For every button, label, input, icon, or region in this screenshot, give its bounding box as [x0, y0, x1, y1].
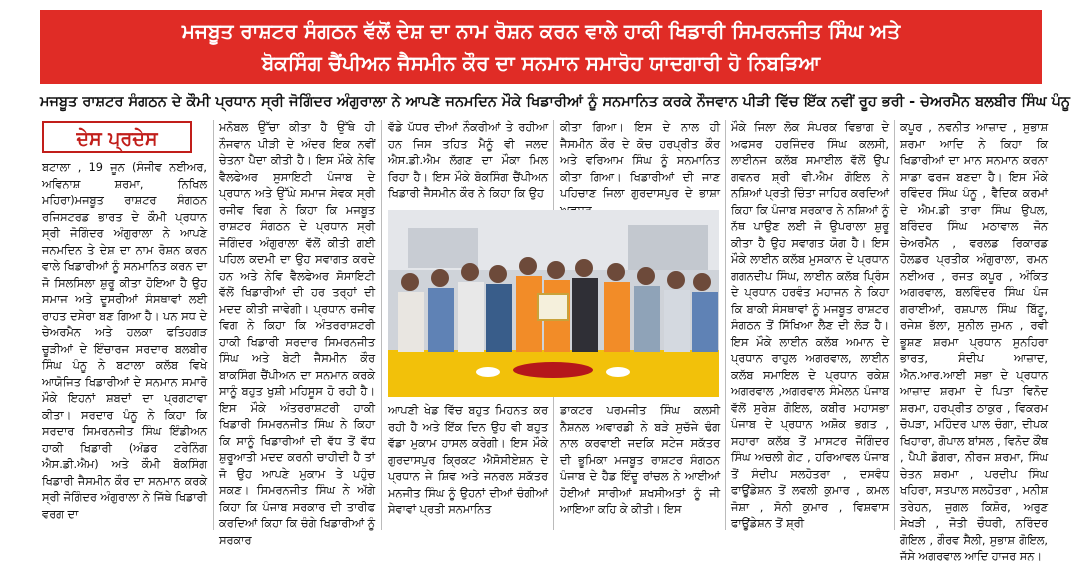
column-1-text: ਬਟਾਲਾ , 19 ਜੂਨ (ਸੰਜੀਵ ਨਈਅਰ, ਅਵਿਨਾਸ਼ ਸ਼ਰਮਾ, ਨਿਖਿਲ ਮਹਿਰਾ)ਮਜਬੂਤ ਰਾਸ਼ਟਰ ਸੰਗਠਨ ਰਜਿਸਟਰਡ ਭਾਰਤ ਦੇ ਕੌਮੀ ਪ੍ਰਧਾਨ ਸ੍ਰੀ ਜੋਗਿੰਦਰ ਅੰਗੁਰਾਲਾ ਨੇ ਆਪਣੇ ਜਨਮਦਿਨ ਤੇ ਦੇਸ਼ ਦਾ ਨਾਮ ਰੋਸ਼ਨ ਕਰਨ ਵਾਲੇ ਖਿਡਾਰੀਆਂ ਨੂੰ ਸਨਮਾਨਿਤ ਕਰਨ ਦਾ ਜੋ ਸਿਲਸਿਲਾ ਸ਼ੁਰੂ ਕੀਤਾ ਹੋਇਆ ਹੈ ਉਹ ਸਮਾਜ ਅਤੇ ਦੂਸਰੀਆਂ ਸੰਸਥਾਵਾਂ ਲਈ ਰਾਹਤ ਦਸੇਰਾ ਬਣ ਗਿਆ ਹੈ। ਪਨ ਸਧ ਦੇ ਚੇਅਰਮੈਨ ਅਤੇ ਹਲਕਾ ਫਤਿਹਗੜ ਚੂੜੀਆਂ ਦੇ ਇੰਚਾਰਜ ਸਰਦਾਰ ਬਲਬੀਰ ਸਿੰਘ ਪੰਨੂ ਨੇ ਬਟਾਲਾ ਕਲੱਬ ਵਿਖੇ ਆਯੋਜਿਤ ਖਿਡਾਰੀਆਂ ਦੇ ਸਨਮਾਨ ਸਮਾਰੋ ਮੌਕੇ ਇਹਨਾਂ ਸ਼ਬਦਾਂ ਦਾ ਪ੍ਰਗਟਾਵਾ ਕੀਤਾ। ਸਰਦਾਰ ਪੰਨੂ ਨੇ ਕਿਹਾ ਕਿ ਸਰਦਾਰ ਸਿਮਰਨਜੀਤ ਸਿੰਘ ਇੰਡੀਅਨ ਹਾਕੀ ਖਿਡਾਰੀ (ਅੰਡਰ ਟਰੇਨਿੰਗ ਐਸ.ਡੀ.ਐਮ) ਅਤੇ ਕੌਮੀ ਬੋਕਸਿੰਗ ਖਿਡਾਰੀ ਜੈਸਮੀਨ ਕੌਰ ਦਾ ਸਨਮਾਨ ਕਰਕੇ ਸ੍ਰੀ ਜੋਗਿੰਦਰ ਅੰਗੁਰਾਲਾ ਨੇ ਜਿੱਥੇ ਖਿਡਾਰੀ ਵਰਗ ਦਾ	[42, 161, 207, 521]
article-column-3-top	[388, 120, 548, 206]
column-4-top-text: ਕੀਤਾ ਗਿਆ। ਇਸ ਦੇ ਨਾਲ ਹੀ ਜੈਸਮੀਨ ਕੌਰ ਦੇ ਕੋਚ ਹਰਪ੍ਰੀਤ ਕੌਰ ਅਤੇ ਵਰਿਆਮ ਸਿੰਘ ਨੂੰ ਸਨਮਾਨਿਤ ਕੀਤਾ ਗਿਆ। ਖਿਡਾਰੀਆਂ ਦੀ ਜਾਣ ਪਹਿਚਾਣ ਜਿਲਾ ਗੁਰਦਾਸਪੁਰ ਦੇ ਭਾਸ਼ਾ	[560, 121, 720, 200]
column-divider	[894, 120, 895, 530]
publication-brand: ਦੇਸ ਪ੍ਰਦੇਸ	[42, 121, 192, 153]
group-photo-illustration	[388, 210, 719, 397]
headline-banner	[40, 10, 1042, 84]
column-2-text: ਮਨੋਬਲ ਉੱਚਾ ਕੀਤਾ ਹੈ ਉੱਥੇ ਹੀ ਨੌਜਵਾਨ ਪੀੜੀ ਦੇ ਅੰਦਰ ਇਕ ਨਵੀਂ ਚੇਤਨਾ ਪੈਦਾ ਕੀਤੀ ਹੈ। ਇਸ ਮੌਕੇ ਨੇਵਿ ਵੈਲਫੇਅਰ ਸੁਸਾਇਟੀ ਪੰਜਾਬ ਦੇ ਪ੍ਰਧਾਨ ਅਤੇ ਉੱਘੇ ਸਮਾਜ ਸੇਵਕ ਸ੍ਰੀ ਰਜੀਵ ਵਿਗ ਨੇ ਕਿਹਾ ਕਿ ਮਜਬੂਤ ਰਾਸ਼ਟਰ ਸੰਗਠਨ ਦੇ ਪ੍ਰਧਾਨ ਸ੍ਰੀ ਜੋਗਿੰਦਰ ਅੰਗੁਰਾਲਾ ਵੱਲੋਂ ਕੀਤੀ ਗਈ ਪਹਿਲ ਕਦਮੀ ਦਾ ਉਹ ਸਵਾਗਤ ਕਰਦੇ ਹਨ ਅਤੇ ਨੇਵਿ ਵੈਲਫੇਅਰ ਸੋਸਾਇਟੀ ਵੱਲੋਂ ਖਿਡਾਰੀਆਂ ਦੀ ਹਰ ਤਰ੍ਹਾਂ ਦੀ ਮਦਦ ਕੀਤੀ ਜਾਵੇਗੀ। ਪ੍ਰਧਾਨ ਰਜੀਵ ਵਿਗ ਨੇ ਕਿਹਾ ਕਿ ਅੰਤਰਰਾਸ਼ਟਰੀ ਹਾਕੀ ਖਿਡਾਰੀ ਸਰਦਾਰ ਸਿਮਰਨਜੀਤ ਸਿੰਘ ਅਤੇ ਬੇਟੀ ਜੈਸਮੀਨ ਕੌਰ ਬਾਕਸਿੰਗ ਚੈਂਪੀਅਨ ਦਾ ਸਨਮਾਨ ਕਰਕੇ ਸਾਨੂੰ ਬਹੁਤ ਖੁਸ਼ੀ ਮਹਿਸੂਸ ਹੋ ਰਹੀ ਹੈ। ਇਸ ਮੌਕੇ ਅੰਤਰਰਾਸ਼ਟਰੀ ਹਾਕੀ ਖਿਡਾਰੀ ਸਿਮਰਨਜੀਤ ਸਿੰਘ ਨੇ ਕਿਹਾ ਕਿ ਸਾਨੂੰ ਖਿਡਾਰੀਆਂ ਦੀ ਵੱਧ ਤੋਂ ਵੱਧ ਸ਼ੁਰੂਆਤੀ ਮਦਦ ਕਰਨੀ ਚਾਹੀਦੀ ਹੈ ਤਾਂ ਜੋ ਉਹ ਆਪਣੇ ਮੁਕਾਮ ਤੇ ਪਹੁੰਚ ਸਕਣ। ਸਿਮਰਨਜੀਤ ਸਿੰਘ ਨੇ ਅੱਗੇ ਕਿਹਾ ਕਿ ਪੰਜਾਬ ਸਰਕਾਰ ਦੀ ਤਾਰੀਫ ਕਰਦਿਆਂ ਕਿਹਾ ਕਿ ਚੰਗੇ ਖਿਡਾਰੀਆਂ ਨੂੰ ਸਰਕਾਰ	[219, 121, 375, 547]
column-divider	[381, 120, 382, 530]
article-column-4-bottom	[560, 403, 720, 530]
headline-line-2: ਬੋਕਸਿੰਗ ਚੈਂਪੀਅਨ ਜੈਸਮੀਨ ਕੌਰ ਦਾ ਸਨਮਾਨ ਸਮਾਰੋਹ ਯਾਦਗਾਰੀ ਹੋ ਨਿਬੜਿਆ	[261, 51, 821, 75]
article-column-2	[219, 120, 375, 547]
column-3-top-text: ਵੱਡੇ ਪੱਧਰ ਦੀਆਂ ਨੌਕਰੀਆਂ ਤੇ ਰਹੀਆ ਹਨ ਜਿਸ ਤਹਿਤ ਮੈਨੂੰ ਵੀ ਜਲਦ ਐਸ.ਡੀ.ਐਮ ਲੱਗਣ ਦਾ ਮੌਕਾ ਮਿਲ ਰਿਹਾ ਹੈ। ਇਸ ਮੌਕੇ ਬੋਕਸਿੰਗ ਚੈਂਪੀਅਨ ਖਿਡਾਰੀ ਜੈਸਮੀਨ ਕੌਰ ਨੇ ਕਿਹਾ ਕਿ ਉਹ	[388, 121, 548, 200]
event-photo	[388, 210, 719, 397]
column-5-text: ਮੌਕੇ ਜਿਲਾ ਲੋਕ ਸੰਪਰਕ ਵਿਭਾਗ ਦੇ ਅਫਸਰ ਹਰਜਿੰਦਰ ਸਿੰਘ ਕਲਸੀ, ਲਾਈਨਜ ਕਲੱਬ ਸਮਾਈਲ ਵੱਲੋਂ ਉਪ ਗਵਨਰ ਸ਼੍ਰੀ ਵੀ.ਐਮ ਗੋਇਲ ਨੇ ਨਸ਼ਿਆਂ ਪ੍ਰਤੀ ਚਿੰਤਾ ਜਾਹਿਰ ਕਰਦਿਆਂ ਕਿਹਾ ਕਿ ਪੰਜਾਬ ਸਰਕਾਰ ਨੇ ਨਸ਼ਿਆਂ ਨੂੰ ਨੱਥ ਪਾਉਣ ਲਈ ਜੋ ਉਪਰਾਲਾ ਸ਼ੁਰੂ ਕੀਤਾ ਹੈ ਉਹ ਸਵਾਗਤ ਯੋਗ ਹੈ। ਇਸ ਮੌਕੇ ਲਾਈਨ ਕਲੱਬ ਮੁਸਕਾਨ ਦੇ ਪ੍ਰਧਾਨ ਗਗਨਦੀਪ ਸਿੰਘ, ਲਾਈਨ ਕਲੱਬ ਪ੍ਰਿੰਸ ਦੇ ਪ੍ਰਧਾਨ ਹਰਵੰਤ ਮਹਾਜਨ ਨੇ ਕਿਹਾ ਕਿ ਬਾਕੀ ਸੰਸਥਾਵਾਂ ਨੂੰ ਮਜਬੂਤ ਰਾਸ਼ਟਰ ਸੰਗਠਨ ਤੋਂ ਸਿੱਖਿਆ ਲੈਣ ਦੀ ਲੋੜ ਹੈ। ਇਸ ਮੌਕੇ ਲਾਈਨ ਕਲੱਬ ਅਮਾਨ ਦੇ ਪ੍ਰਧਾਨ ਰਾਹੁਲ ਅਗਰਵਾਲ, ਲਾਈਨ ਕਲੱਬ ਸਮਾਇਲ ਦੇ ਪ੍ਰਧਾਨ ਰਕੇਸ਼ ਅਗਰਵਾਲ ,ਅਗਰਵਾਲ ਸੰਮੇਲਨ ਪੰਜਾਬ ਵੱਲੋਂ ਸੁਰੇਸ਼ ਗੋਇਲ, ਕਬੀਰ ਮਹਾਸਭਾ ਪੰਜਾਬ ਦੇ ਪ੍ਰਧਾਨ ਅਸ਼ੋਕ ਭਗਤ , ਸਹਾਰਾ ਕਲੱਬ ਤੋਂ ਮਾਸਟਰ ਜੋਗਿੰਦਰ ਸਿੰਘ ਅਚਲੀ ਗੇਟ , ਹਰਿਆਵਲ ਪੰਜਾਬ ਤੋਂ ਸੰਦੀਪ ਸਲਹੋਤਰਾ , ਦਸਵੰਧ ਫਾਊਂਡੇਸ਼ਨ ਤੋਂ ਲਵਲੀ ਕੁਮਾਰ , ਕਮਲ ਜੋਸ਼ਾ , ਸੋਨੀ ਕੁਮਾਰ , ਵਿਸ਼ਵਾਸ ਫਾਊਂਡੇਸ਼ਨ ਤੋਂ ਸ਼੍ਰੀ	[731, 121, 889, 530]
article-column-1	[42, 160, 207, 530]
article-column-6	[900, 120, 1048, 563]
subheadline: ਮਜਬੂਤ ਰਾਸ਼ਟਰ ਸੰਗਠਨ ਦੇ ਕੌਮੀ ਪ੍ਰਧਾਨ ਸ੍ਰੀ ਜੋਗਿੰਦਰ ਅੰਗੁਰਾਲਾ ਨੇ ਆਪਣੇ ਜਨਮਦਿਨ ਮੌਕੇ ਖਿਡਾਰੀਆਂ ਨੂੰ ਸਨਮਾਨਿਤ ਕਰਕੇ ਨੌਜਵਾਨ ਪੀੜੀ ਵਿੱਚ ਇੱਕ ਨਵੀਂ ਰੂਹ ਭਰੀ - ਚੇਅਰਮੈਨ ਬਲਬੀਰ ਸਿੰਘ ਪੰਨੂ	[40, 94, 1070, 110]
column-4-bottom-text: ਡਾਕਟਰ ਪਰਮਜੀਤ ਸਿੰਘ ਕਲਸੀ ਨੈਸ਼ਨਲ ਅਵਾਰਡੀ ਨੇ ਬੜੇ ਸੁਚੱਜੇ ਢੰਗ ਨਾਲ ਕਰਵਾਈ ਜਦਕਿ ਸਟੇਜ ਸਕੱਤਰ ਦੀ ਭੂਮਿਕਾ ਮਜਬੂਤ ਰਾਸ਼ਟਰ ਸੰਗਠਨ ਪੰਜਾਬ ਦੇ ਹੈਡ ਇੰਦੂ ਰਾਂਚਲ ਨੇ ਆਈਆਂ ਹੋਈਆਂ ਸਾਰੀਆਂ ਸ਼ਖਸੀਅਤਾਂ ਨੂੰ ਜੀ ਆਇਆ ਕਹਿ ਕੇ ਕੀਤੀ। ਇਸ	[560, 404, 720, 516]
column-6-text: ਕਪੂਰ , ਨਵਨੀਤ ਆਜ਼ਾਦ , ਸੁਭਾਸ਼ ਸ਼ਰਮਾ ਆਦਿ ਨੇ ਕਿਹਾ ਕਿ ਖਿਡਾਰੀਆਂ ਦਾ ਮਾਨ ਸਨਮਾਨ ਕਰਨਾ ਸਾਡਾ ਫਰਜ ਬਣਦਾ ਹੈ। ਇਸ ਮੌਕੇ ਰਵਿੰਦਰ ਸਿੰਘ ਪੰਨੂ , ਵੈਦਿਕ ਕਰਮਾਂ ਦੇ ਐਮ.ਡੀ ਤਾਰਾ ਸਿੰਘ ਉਪਲ, ਬਰਿੰਦਰ ਸਿੰਘ ਮਠਾਵਾਲ ਜੋਨ ਚੇਅਰਮੈਨ , ਵਰਲਡ ਰਿਕਾਰਡ ਹੋਲਡਰ ਪ੍ਰਤੀਕ ਅੰਗੁਰਾਲਾ, ਰਮਨ ਨਈਅਰ , ਰਜਤ ਕਪੂਰ , ਅੰਕਿਤ ਅਗਰਵਾਲ, ਬਲਵਿੰਦਰ ਸਿੰਘ ਪੰਜ ਗਰਾਈਆਂ, ਰਸ਼ਪਾਲ ਸਿੰਘ ਬਿੱਟੂ, ਰਜੇਸ਼ ਭੱਲਾ, ਸੁਨੀਲ ਜੁਮਨ , ਰਵੀ ਭੂਸ਼ਣ ਸ਼ਰਮਾ ਪ੍ਰਧਾਨ ਸੁਨਹਿਰਾ ਭਾਰਤ, ਸੰਦੀਪ ਆਜ਼ਾਦ, ਐਨ.ਆਰ.ਆਈ ਸਭਾ ਦੇ ਪ੍ਰਧਾਨ ਆਜ਼ਾਦ ਸ਼ਰਮਾ ਦੇ ਪਿਤਾ ਵਿਨੋਦ ਸ਼ਰਮਾ, ਹਰਪ੍ਰੀਤ ਠਾਕੁਰ , ਵਿਕਰਮ ਚੋਪੜਾ, ਮਹਿੰਦਰ ਪਾਲ ਚੰਗਾ, ਦੀਪਕ ਖਿਹਾਰਾ, ਗੋਪਾਲ ਬਾਂਸਲ , ਵਿਨੋਦ ਕੌਂਥ , ਪੈਪੀ ਡੋਗਰਾ, ਨੀਰਜ ਸ਼ਰਮਾ, ਸਿੰਘ ਚੇਤਨ ਸ਼ਰਮਾ , ਪਰਦੀਪ ਸਿੰਘ ਖਹਿਰਾ, ਸਤਪਾਲ ਸਲਹੋਤਰਾ , ਮਨੀਸ਼ ਤਰੇਹਨ, ਜੁਗਲ ਕਿਸ਼ੋਰ, ਅਰੁਣ ਸੇਖੜੀ , ਜੋਤੀ ਚੌਧਰੀ, ਨਰਿੰਦਰ ਗੋਇਲ , ਗੌਰਵ ਸੈਲੀ, ਸੁਭਾਸ਼ ਗੋਇਲ, ਜੱਸੇ ਅਗਰਵਾਲ ਆਦਿ ਹਾਜਰ ਸਨ।	[900, 121, 1048, 563]
column-divider	[213, 120, 214, 530]
headline-line-1: ਮਜਬੂਤ ਰਾਸ਼ਟਰ ਸੰਗਠਨ ਵੱਲੋਂ ਦੇਸ਼ ਦਾ ਨਾਮ ਰੋਸ਼ਨ ਕਰਨ ਵਾਲੇ ਹਾਕੀ ਖਿਡਾਰੀ ਸਿਮਰਨਜੀਤ ਸਿੰਘ ਅਤੇ	[181, 19, 901, 43]
article-column-5	[731, 120, 889, 530]
column-3-bottom-text: ਆਪਣੀ ਖੇਡ ਵਿੱਚ ਬਹੁਤ ਮਿਹਨਤ ਕਰ ਰਹੀ ਹੈ ਅਤੇ ਇੱਕ ਦਿਨ ਉਹ ਵੀ ਬਹੁਤ ਵੱਡਾ ਮੁਕਾਮ ਹਾਸਲ ਕਰੇਗੀ। ਇਸ ਮੌਕੇ ਗੁਰਦਾਸਪੁਰ ਕ੍ਰਿਕਟ ਐਸੋਸੀਏਸ਼ਨ ਦੇ ਪ੍ਰਧਾਨ ਜੇ ਸ਼ਿਵ ਅਤੇ ਜਨਰਲ ਸਕੱਤਰ ਮਨਜੀਤ ਸਿੰਘ ਨੂੰ ਉਹਨਾਂ ਦੀਆਂ ਚੰਗੀਆਂ ਸੇਵਾਵਾਂ ਪ੍ਰਤੀ ਸਨਮਾਨਿਤ	[388, 404, 548, 516]
article-column-3-bottom	[388, 403, 548, 530]
column-divider	[725, 120, 726, 530]
article-column-4-top	[560, 120, 720, 206]
